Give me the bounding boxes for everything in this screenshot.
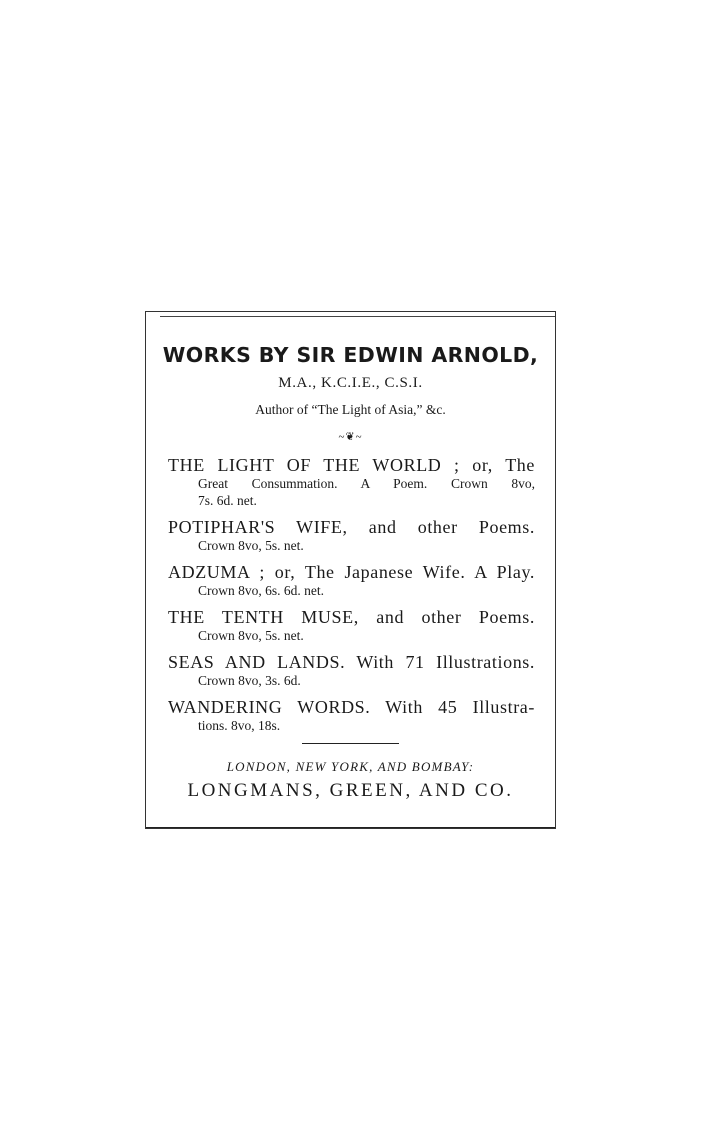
work-title: ADZUMA ; or, The Japanese Wife. A Play.: [168, 562, 535, 582]
work-detail: Crown 8vo, 6s. 6d. net.: [198, 583, 324, 598]
work-detail: 7s. 6d. net.: [198, 493, 257, 508]
work-title: WANDERING WORDS. With 45 Illustra-: [168, 697, 535, 717]
work-detail: Crown 8vo, 3s. 6d.: [198, 673, 301, 688]
work-entry: [168, 697, 535, 734]
work-detail: Crown 8vo, 5s. net.: [198, 538, 304, 553]
work-title: SEAS AND LANDS. With 71 Illustrations.: [168, 652, 535, 672]
work-title: POTIPHAR'S WIFE, and other Poems.: [168, 517, 535, 537]
ornament-divider: ~❦~: [338, 431, 363, 443]
work-detail: Crown 8vo, 5s. net.: [198, 628, 304, 643]
work-title: THE TENTH MUSE, and other Poems.: [168, 607, 535, 627]
work-entry: [168, 455, 535, 509]
works-list: [168, 455, 535, 742]
work-entry: [168, 562, 535, 599]
top-rule: [160, 316, 555, 317]
work-detail: tions. 8vo, 18s.: [198, 718, 281, 733]
publisher-rule: [302, 743, 399, 744]
bottom-rule: [146, 827, 555, 828]
author-note: Author of “The Light of Asia,” &c.: [255, 402, 446, 417]
work-detail: Great Consummation. A Poem. Crown 8vo,: [198, 476, 535, 491]
advertisement-panel: [145, 311, 556, 829]
page-title: WORKS BY SIR EDWIN ARNOLD,: [162, 343, 539, 367]
work-entry: [168, 517, 535, 554]
work-entry: [168, 652, 535, 689]
publisher-name: LONGMANS, GREEN, AND CO.: [187, 780, 514, 801]
publisher-cities: LONDON, NEW YORK, AND BOMBAY:: [226, 759, 475, 774]
work-entry: [168, 607, 535, 644]
author-degrees: M.A., K.C.I.E., C.S.I.: [278, 375, 423, 391]
work-title: THE LIGHT OF THE WORLD ; or, The: [168, 455, 535, 475]
